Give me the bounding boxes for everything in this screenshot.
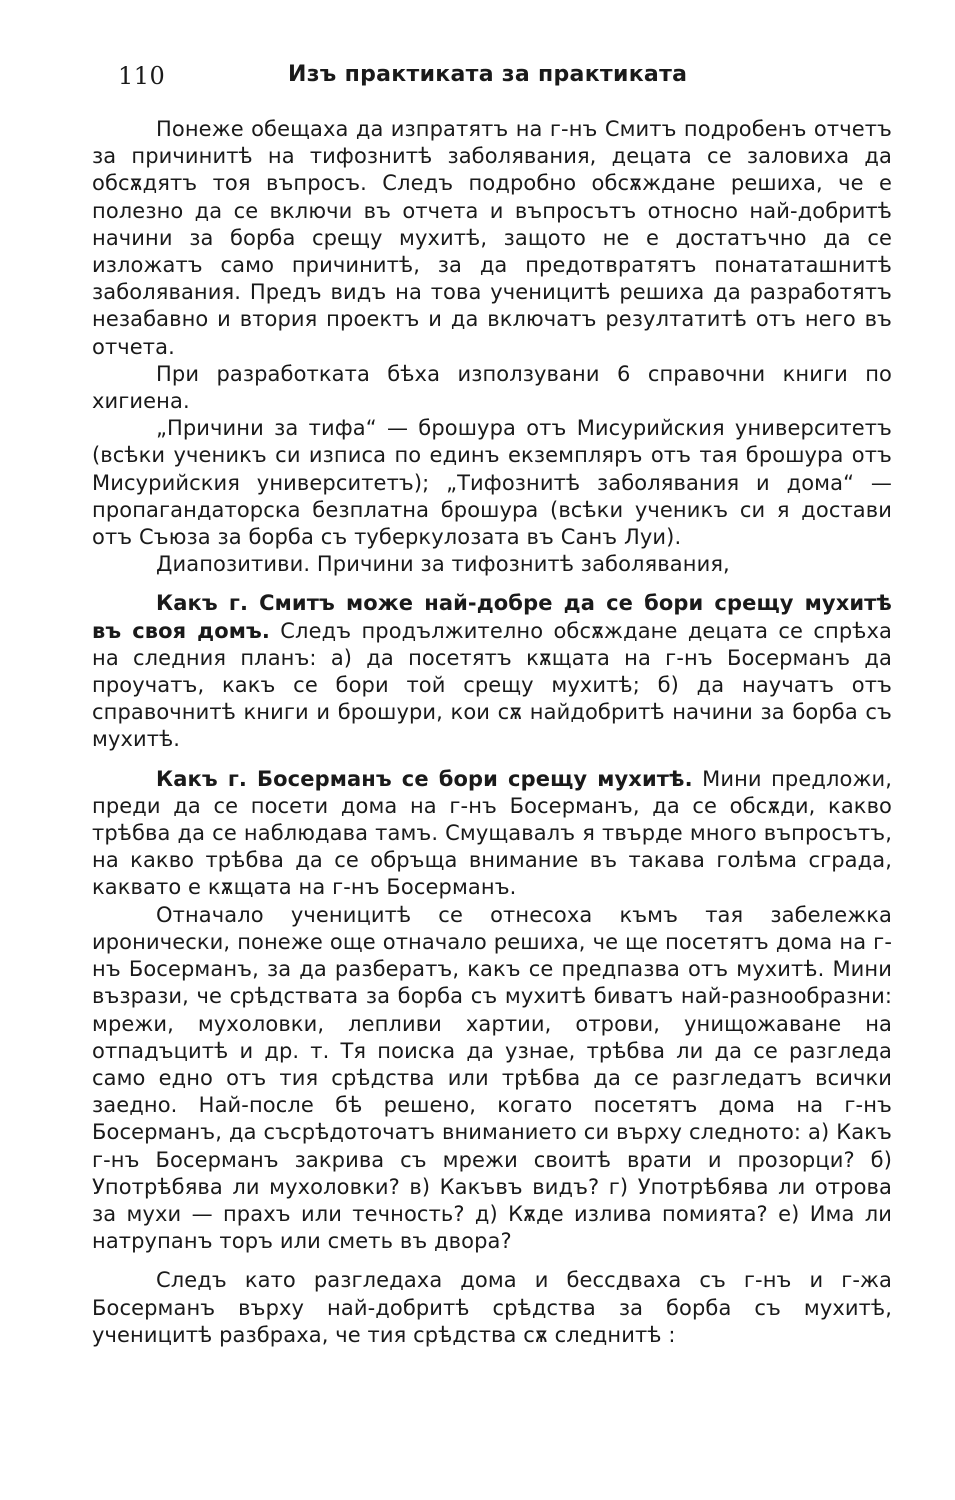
paragraph-text: „Причини за тифа“ — брошура отъ Мисурийския университетъ (всѣки ученикъ си изписа по единъ екземпляръ отъ тая брошура отъ Мисурийския университетъ); „Тифознитѣ заболявания и дома“ — пропагандаторска безплатна брошура (всѣки ученикъ си я достави отъ Съюза за борба съ туберкулозата въ Санъ Луи). <box>92 416 892 550</box>
paragraph-text: Мини предложи, преди да се посети дома на г-нъ Босерманъ, да се обсѫди, какво трѣбва да се наблюдава тамъ. Смущавалъ я твърде много въпросътъ, на какво трѣбва да се обръща внимание въ такава голѣма сграда, каквато е кѫщата на г-нъ Босерманъ. <box>92 766 892 900</box>
paragraph-text: Понеже обещаха да изпратятъ на г-нъ Смитъ подробенъ отчетъ за причинитѣ на тифознитѣ заболявания, децата се заловиха да обсѫдятъ тоя въпросъ. Следъ подробно обсѫждане решиха, че е полезно да се включи въ отчета и въпросътъ относно най-добритѣ начини за борба срещу мухитѣ, защото не е достатъчно да се изложатъ само причинитѣ, за да предотвратятъ понататашнитѣ заболявания. Предъ видъ на това ученицитѣ решиха да разработятъ незабавно и втория проектъ и да включатъ резултатитѣ отъ него въ отчета. <box>92 117 892 359</box>
paragraph <box>92 551 892 578</box>
paragraph <box>92 590 892 753</box>
book-page <box>92 62 892 1349</box>
paragraph <box>92 361 892 415</box>
paragraph <box>92 902 892 1256</box>
page-number: 110 <box>118 62 166 90</box>
paragraph-text: Отначало ученицитѣ се отнесоха къмъ тая забележка иронически, понеже още отначало решиха, че ще посетятъ дома на г-нъ Босерманъ, за да разбератъ, какъ се предпазва отъ мухитѣ. Мини възрази, че срѣдствата за борба съ мухитѣ биватъ най-разнообразни: мрежи, мухоловки, лепливи хартии, отрови, унищожаване на отпадъцитѣ и др. т. Тя поиска да узнае, трѣбва ли да се разгледа само едно отъ тия срѣдства или трѣбва да се разгледатъ всички заедно. Най-после бѣ решено, когато посетятъ дома на г-нъ Босерманъ, да съсрѣдоточатъ вниманието си върху следното: а) Какъ г-нъ Босерманъ закрива съ мрежи своитѣ врати и прозорци? б) Употрѣбява ли мухоловки? в) Какъвъ видъ? г) Употрѣбява ли отрова за мухи — прахъ или течность? д) Кѫде излива помията? е) Има ли натрупанъ торъ или сметь въ двора? <box>92 902 892 1254</box>
paragraph <box>92 415 892 551</box>
paragraph <box>92 766 892 902</box>
paragraph-lead-heading: Какъ г. Босерманъ се бори срещу мухитѣ. <box>156 766 693 791</box>
paragraph-text: Диапозитиви. Причини за тифознитѣ заболявания, <box>156 552 730 577</box>
paragraph-text: Следъ като разгледаха дома и бессдваха съ г-нъ и г-жа Босерманъ върху най-добритѣ срѣдства за борба съ мухитѣ, ученицитѣ разбраха, че тия срѣдства сѫ следнитѣ : <box>92 1268 892 1347</box>
paragraph <box>92 116 892 361</box>
paragraph-text: Следъ продължително обсѫждане децата се спрѣха на следния планъ: а) да посетятъ кѫщата на г-нъ Босерманъ да проучатъ, какъ се бори той срещу мухитѣ; б) да научатъ отъ справочнитѣ книги и брошури, кои сѫ найдобритѣ начини за борба съ мухитѣ. <box>92 618 892 752</box>
running-title: Изъ практиката за практиката <box>288 62 688 87</box>
paragraph-lead-heading: Какъ г. Смитъ може най-добре да се бори срещу мухитѣ въ своя домъ. <box>92 591 892 643</box>
body-text <box>92 116 892 1349</box>
page-header <box>92 62 892 102</box>
paragraph <box>92 1267 892 1349</box>
paragraph-text: При разработката бѣха използувани 6 справочни книги по хигиена. <box>92 361 892 414</box>
